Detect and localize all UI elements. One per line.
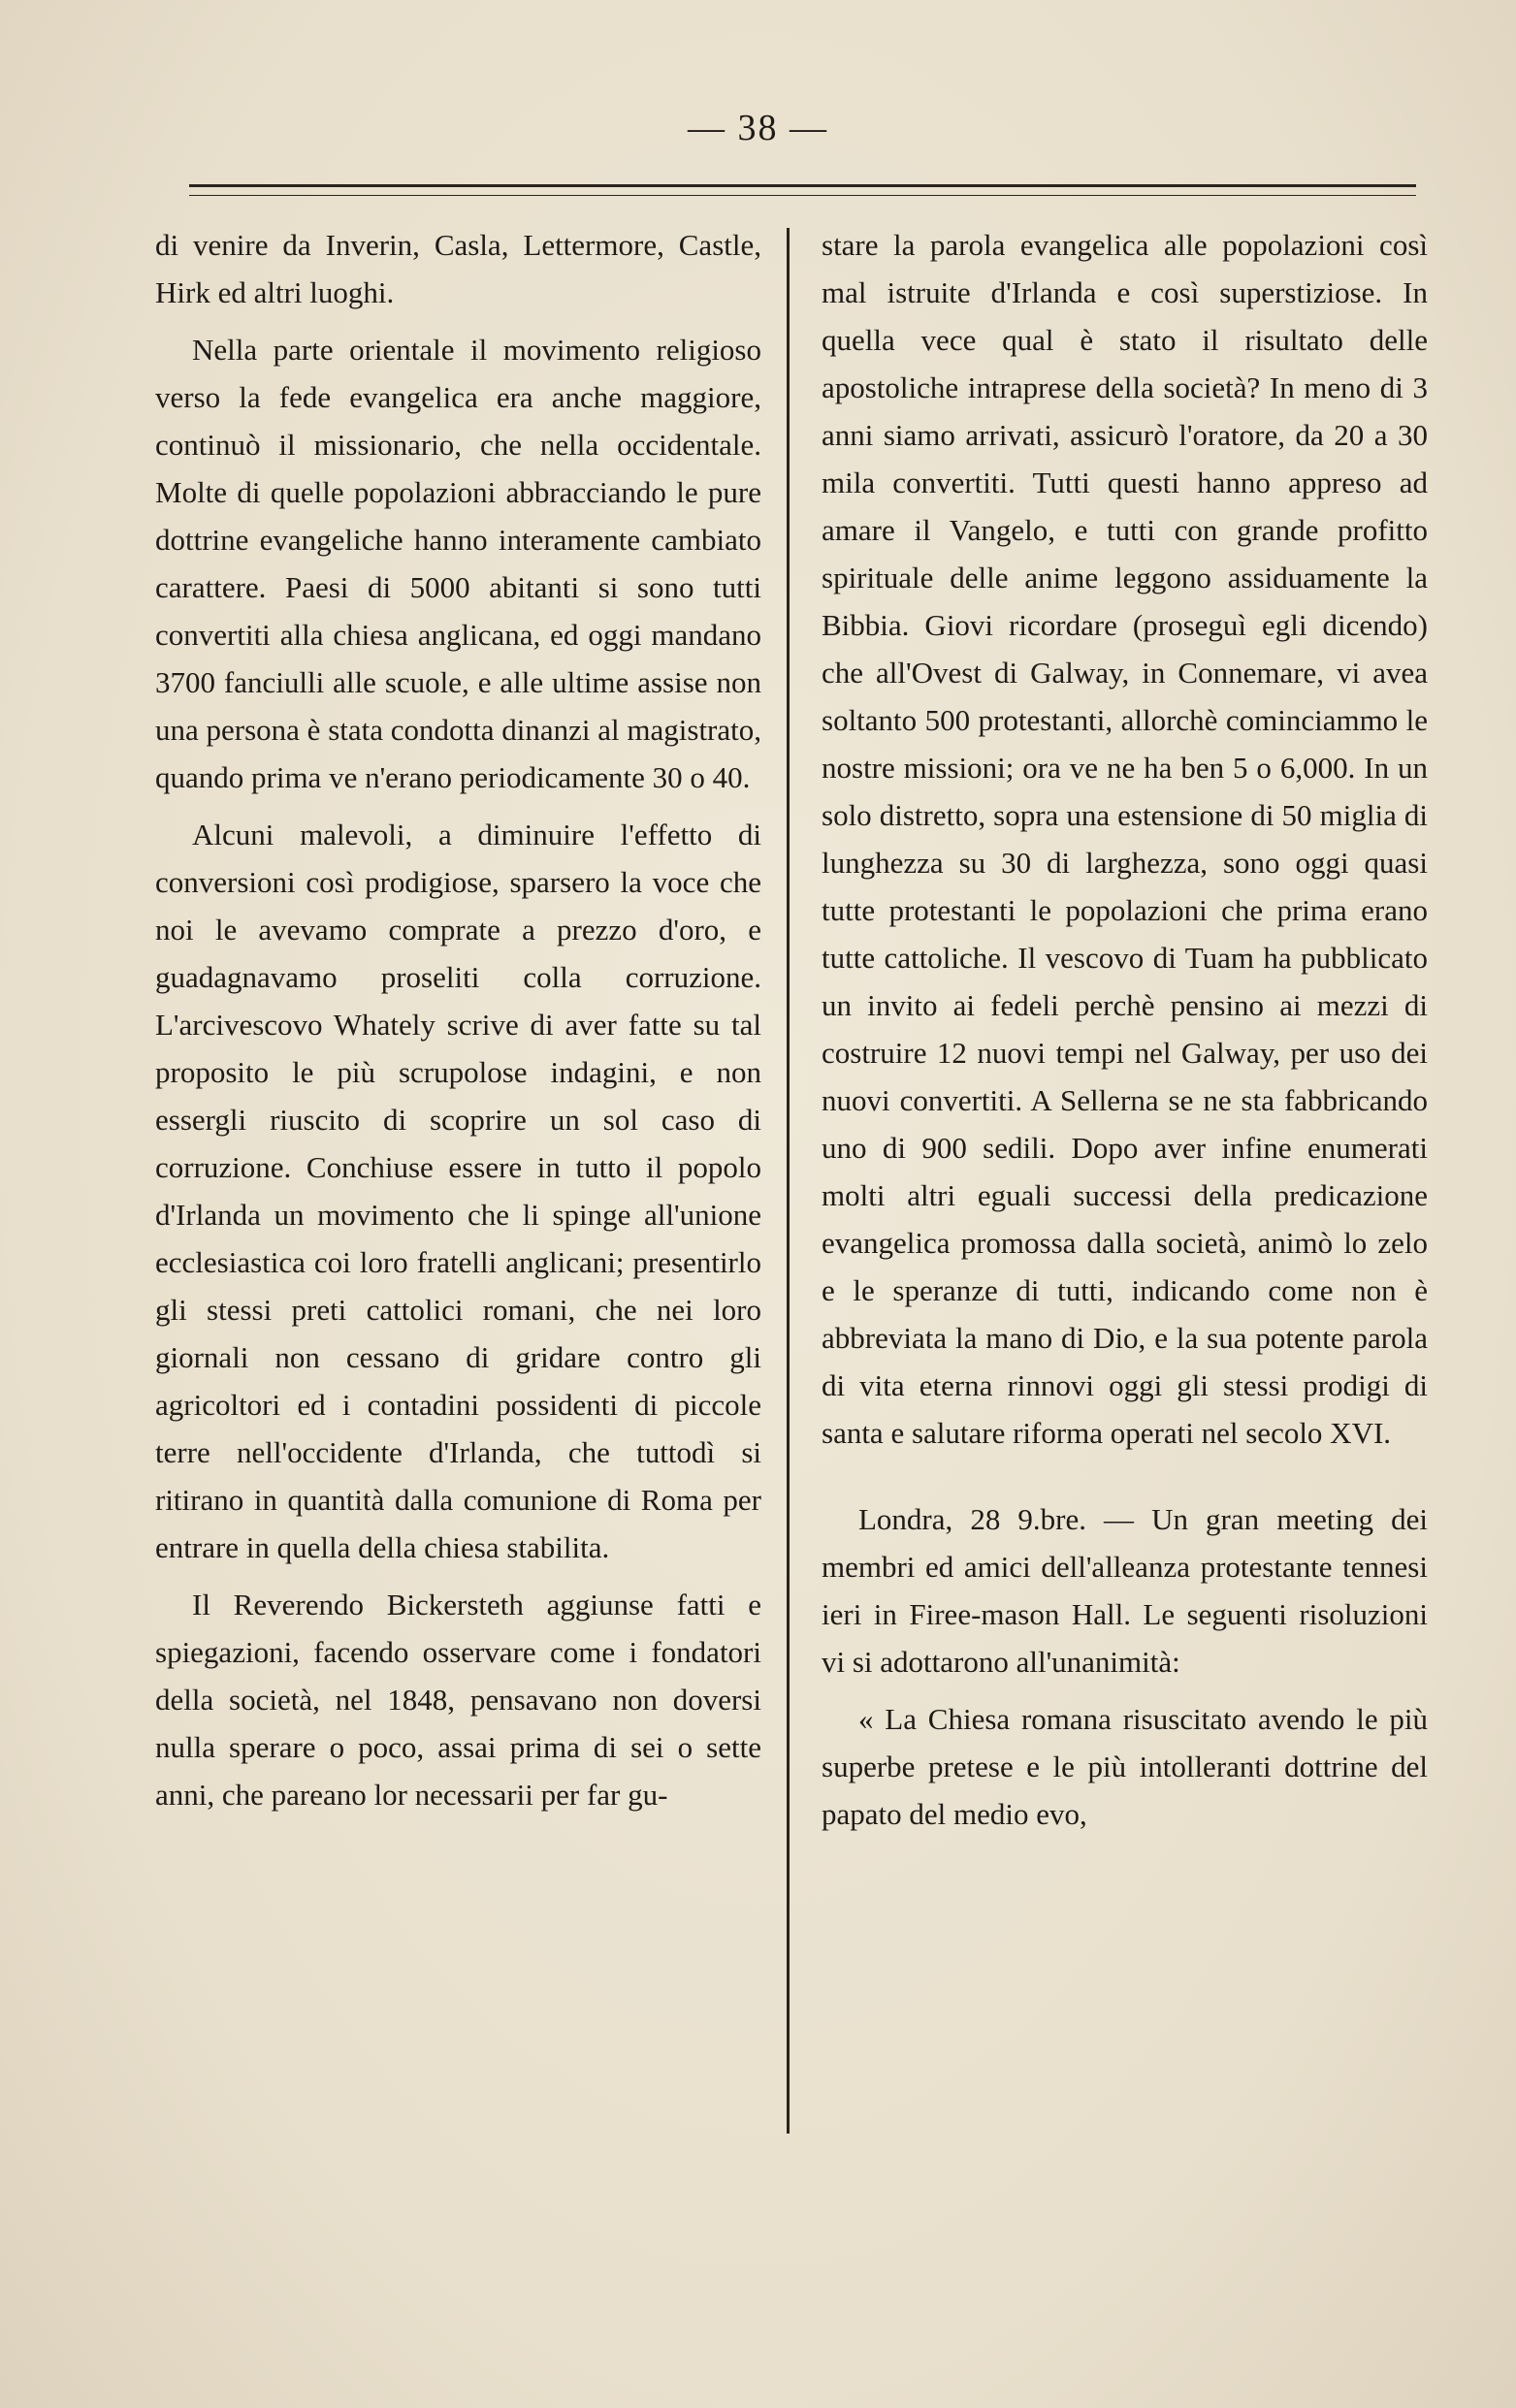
paragraph: Alcuni malevoli, a diminuire l'effetto di conversioni così prodigiose, sparsero la voce che noi le avevamo comprate a prezzo d'oro, e guadagnavamo proseliti colla corruzione. L'arcivescovo Whately scrive di aver fatte su tal proposito le più scrupolose indagini, e non essergli riuscito di scoprire un sol caso di corruzione. Conchiuse essere in tutto il popolo d'Irlanda un movimento che li spinge all'unione ecclesiastica coi loro fratelli anglicani; presentirlo gli stessi preti cattolici romani, che nei loro giornali non cessano di gridare contro gli agricoltori ed i contadini possidenti di piccole terre nell'occidente d'Irlanda, che tuttodì si ritirano in quantità dalla comunione di Roma per entrare in quella della chiesa stabilita. (155, 818, 761, 1564)
paragraph: di venire da Inverin, Casla, Lettermore, Castle, Hirk ed altri luoghi. (155, 228, 761, 309)
paragraph: stare la parola evangelica alle popolazioni così mal istruite d'Irlanda e così superstiziose. In quella vece qual è stato il risultato delle apostoliche intraprese della società? In meno di 3 anni siamo arrivati, assicurò l'oratore, da 20 a 30 mila convertiti. Tutti questi hanno appreso ad amare il Vangelo, e tutti con grande profitto spirituale delle anime leggono assiduamente la Bibbia. Giovi ricordare (proseguì egli dicendo) che all'Ovest di Galway, in Connemare, vi avea soltanto 500 protestanti, allorchè cominciammo le nostre missioni; ora ve ne ha ben 5 o 6,000. In un solo distretto, sopra una estensione di 50 miglia di lunghezza su 30 di larghezza, sono oggi quasi tutte protestanti le popolazioni che prima erano tutte cattoliche. Il vescovo di Tuam ha pubblicato un invito ai fedeli perchè pensino ai mezzi di costruire 12 nuovi tempi nel Galway, per uso dei nuovi convertiti. A Sellerna se ne sta fabbricando uno di 900 sedili. Dopo aver infine enumerati molti altri eguali successi della predicazione evangelica promossa dalla società, animò lo zelo e le speranze di tutti, indicando come non è abbreviata la mano di Dio, e la sua potente parola di vita eterna rinnovi oggi gli stessi prodigi di santa e salutare riforma operati nel secolo XVI. (822, 228, 1428, 1450)
column-divider (787, 228, 790, 2134)
left-column (155, 221, 761, 1818)
paragraph-news-london: Londra, 28 9.bre. — Un gran meeting dei membri ed amici dell'alleanza protestante tennesi ieri in Firee-mason Hall. Le seguenti risoluzioni vi si adottarono all'unanimità: (822, 1502, 1428, 1679)
paragraph: « La Chiesa romana risuscitato avendo le più superbe pretese e le più intolleranti dottrine del papato del medio evo, (822, 1702, 1428, 1831)
paragraph: Nella parte orientale il movimento religioso verso la fede evangelica era anche maggiore, continuò il missionario, che nella occidentale. Molte di quelle popolazioni abbracciando le pure dottrine evangeliche hanno interamente cambiato carattere. Paesi di 5000 abitanti si sono tutti convertiti alla chiesa anglicana, ed oggi mandano 3700 fanciulli alle scuole, e alle ultime assise non una persona è stata condotta dinanzi al magistrato, quando prima ve n'erano periodicamente 30 o 40. (155, 333, 761, 794)
right-column (822, 221, 1428, 1838)
page-number: — 38 — (688, 108, 828, 148)
header-rule (189, 184, 1416, 196)
paragraph: Il Reverendo Bickersteth aggiunse fatti e spiegazioni, facendo osservare come i fondatori della società, nel 1848, pensavano non doversi nulla sperare o poco, assai prima di sei o sette anni, che pareano lor necessarii per far gu- (155, 1588, 761, 1812)
